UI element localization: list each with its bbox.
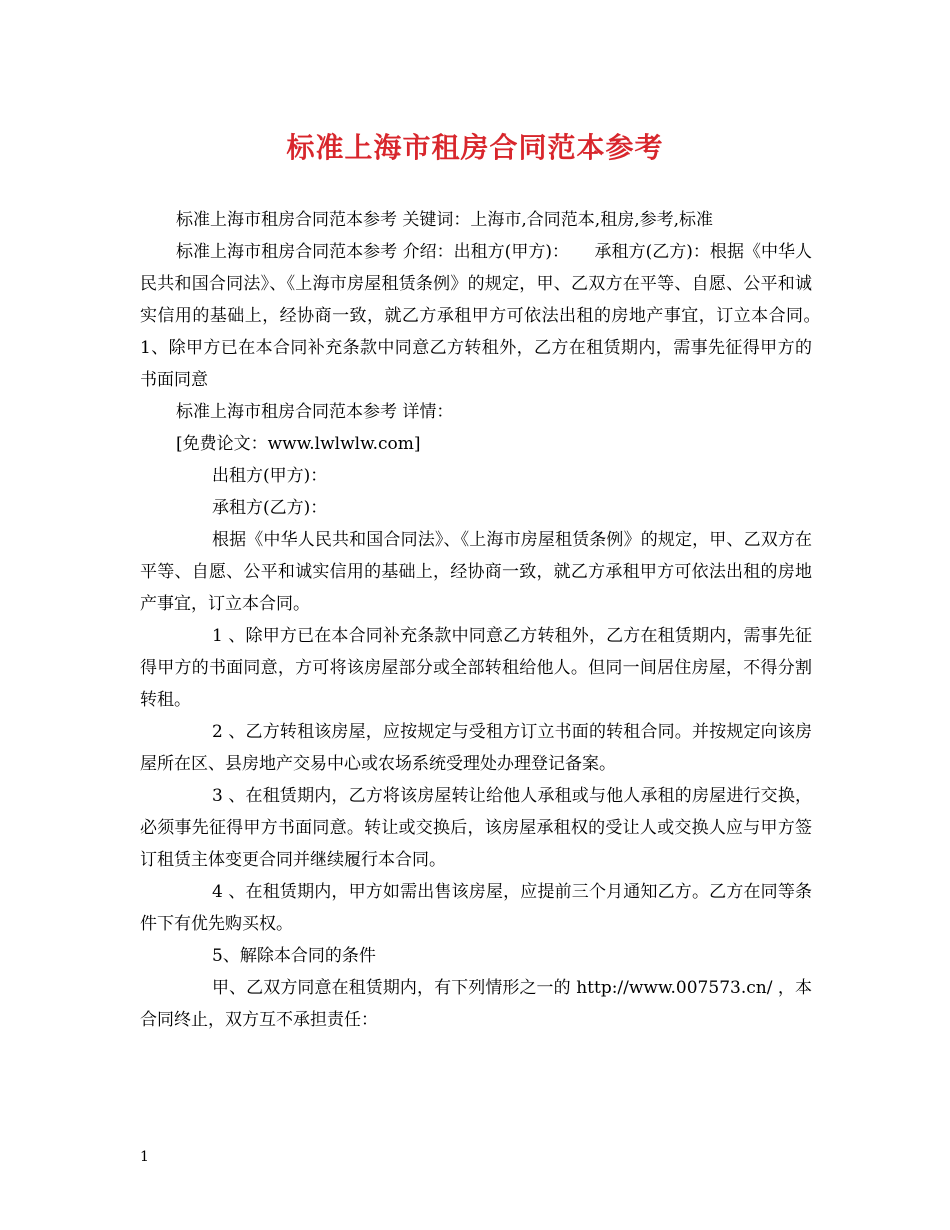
- source-note: [免费论文：www.lwlwlw.com]: [176, 434, 421, 454]
- preamble-paragraph: 根据《中华人民共和国合同法》、《上海市房屋租赁条例》的规定，甲、乙双方在平等、自愿、公平和诚实信用的基础上，经协商一致，就乙方承租甲方可依法出租的房地产事宜，订立本合同。: [140, 530, 812, 614]
- page-number: 1: [140, 1149, 149, 1165]
- lessor-line: 出租方(甲方)：: [212, 466, 328, 486]
- clause-1-paragraph: 1 、除甲方已在本合同补充条款中同意乙方转租外，乙方在租赁期内，需事先征得甲方的书面同意，方可将该房屋部分或全部转租给他人。但同一间居住房屋，不得分割转租。: [140, 626, 812, 710]
- document-title: 标准上海市租房合同范本参考: [286, 131, 664, 164]
- clause-2-paragraph: 2 、乙方转租该房屋，应按规定与受租方订立书面的转租合同。并按规定向该房屋所在区、县房地产交易中心或农场系统受理处办理登记备案。: [140, 722, 812, 774]
- lessee-line: 承租方(乙方)：: [212, 498, 328, 518]
- clause-5-heading: 5、解除本合同的条件: [212, 946, 376, 966]
- intro-paragraph: 标准上海市租房合同范本参考 介绍：出租方(甲方)： 承租方(乙方)：根据《中华人民共和国合同法》、《上海市房屋租赁条例》的规定，甲、乙双方在平等、自愿、公平和诚实信用的基础上，经协商一致，就乙方承租甲方可依法出租的房地产事宜，订立本合同。 1、除甲方已在本合同补充条款中同意乙方转租外，乙方在租赁期内，需事先征得甲方的书面同意: [140, 242, 846, 390]
- document-body: [140, 204, 846, 1036]
- clause-4-paragraph: 4 、在租赁期内，甲方如需出售该房屋，应提前三个月通知乙方。乙方在同等条件下有优先购买权。: [140, 882, 812, 934]
- clause-5-paragraph: 甲、乙双方同意在租赁期内，有下列情形之一的 http://www.007573.cn/ ，本合同终止，双方互不承担责任：: [140, 978, 812, 1030]
- details-heading: 标准上海市租房合同范本参考 详情：: [176, 402, 454, 422]
- keywords-paragraph: 标准上海市租房合同范本参考 关键词：上海市,合同范本,租房,参考,标准: [176, 210, 714, 230]
- clause-3-paragraph: 3 、在租赁期内，乙方将该房屋转让给他人承租或与他人承租的房屋进行交换，必须事先征得甲方书面同意。转让或交换后，该房屋承租权的受让人或交换人应与甲方签订租赁主体变更合同并继续履行本合同。: [140, 786, 812, 870]
